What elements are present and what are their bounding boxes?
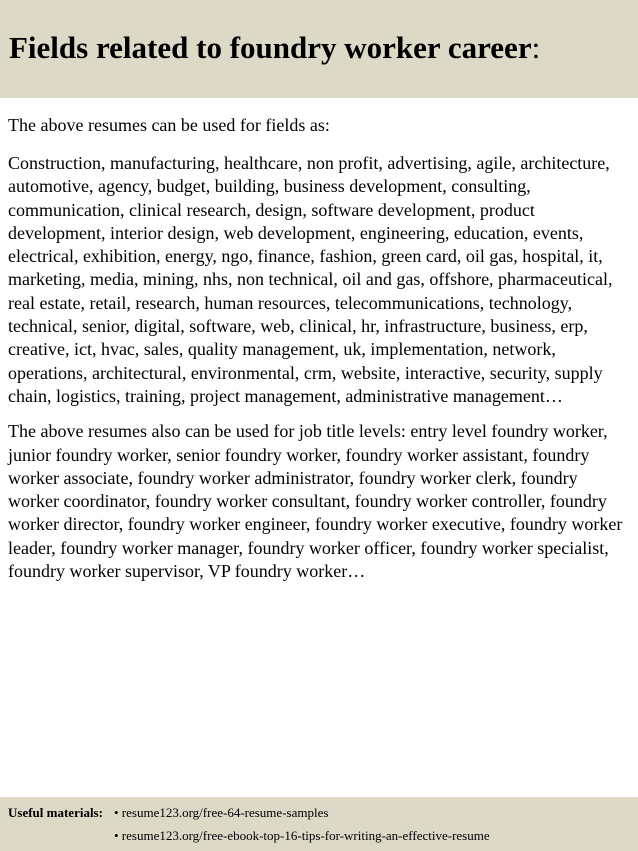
useful-materials-label [8, 805, 103, 821]
main-content [8, 113, 632, 583]
header-banner [0, 0, 638, 98]
useful-materials-label-colon: : [98, 805, 103, 820]
page-title [9, 30, 540, 66]
useful-materials-label-text: Useful materials [8, 805, 99, 820]
fields-intro: The above resumes can be used for fields as: [8, 115, 330, 135]
resource-link-ebook-tips[interactable]: • resume123.org/free-ebook-top-16-tips-for-writing-an-effective-resume [114, 828, 490, 843]
job-title-levels: The above resumes also can be used for job title levels: entry level foundry worker, junior foundry worker, senior foundry worker, foundry worker assistant, foundry worker associate, foundry worker administrator, foundry worker clerk, foundry worker coordinator, foundry worker consultant, foundry worker controller, foundry worker director, foundry worker engineer, foundry worker executive, foundry worker leader, foundry worker manager, foundry worker officer, foundry worker specialist, foundry worker supervisor, VP foundry worker… [8, 421, 623, 582]
fields-list: Construction, manufacturing, healthcare, non profit, advertising, agile, architecture, automotive, agency, budget, building, business development, consulting, communication, clinical research, design, software development, product development, interior design, web development, engineering, education, events, electrical, exhibition, energy, ngo, finance, fashion, green card, oil gas, hospital, it, marketing, media, mining, nhs, non technical, oil and gas, offshore, pharmaceutical, real estate, retail, research, human resources, telecommunications, technology, technical, senior, digital, software, web, clinical, hr, infrastructure, business, erp, creative, ict, hvac, sales, quality management, uk, implementation, network, operations, architectural, environmental, crm, website, interactive, security, supply chain, logistics, training, project management, administrative management… [8, 153, 613, 406]
page-title-text: Fields related to foundry worker career [9, 30, 532, 65]
page-title-colon: : [531, 30, 541, 65]
resource-link-resume-samples[interactable]: • resume123.org/free-64-resume-samples [114, 805, 329, 820]
footer-banner [0, 797, 638, 851]
